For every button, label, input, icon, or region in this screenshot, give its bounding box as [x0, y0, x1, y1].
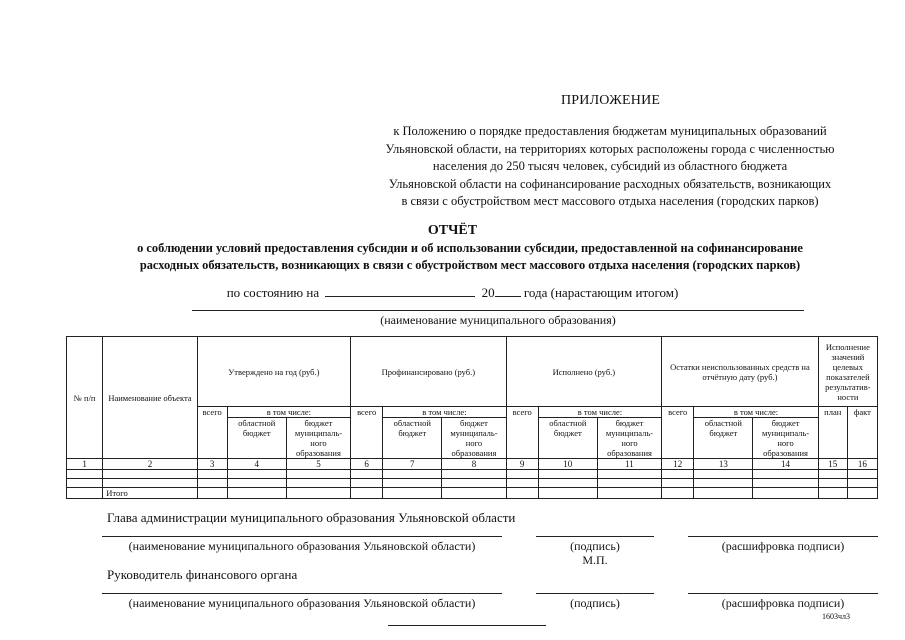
table-cell[interactable] — [351, 479, 383, 488]
table-row[interactable] — [67, 470, 878, 479]
table-cell[interactable] — [597, 470, 661, 479]
column-number-row — [67, 459, 878, 470]
table-cell[interactable] — [506, 470, 538, 479]
subheader-total: всего — [662, 407, 694, 459]
subheader-regional-budget: областной бюджет — [383, 418, 442, 459]
column-number: 13 — [694, 459, 753, 470]
table-cell[interactable] — [67, 470, 103, 479]
col-results-header: Исполнение значений целевых показателей результатив-ности — [818, 337, 877, 407]
col-number-header: № п/п — [67, 337, 103, 459]
table-cell[interactable] — [383, 488, 442, 499]
subheader-fact: факт — [847, 407, 877, 459]
table-cell[interactable] — [351, 470, 383, 479]
table-cell[interactable] — [753, 470, 818, 479]
table-cell[interactable] — [227, 479, 286, 488]
table-cell[interactable] — [227, 488, 286, 499]
head-of-administration-title: Глава администрации муниципального образования Ульяновской области — [107, 510, 516, 525]
table-cell[interactable] — [197, 479, 227, 488]
table-cell[interactable] — [286, 479, 350, 488]
total-row — [67, 488, 878, 499]
table-header-row — [67, 337, 878, 407]
as-of-line — [0, 285, 905, 301]
subheader-including: в том числе: — [538, 407, 661, 418]
column-number: 7 — [383, 459, 442, 470]
table-cell[interactable] — [67, 479, 103, 488]
annex-line: населения до 250 тысяч человек, субсидий из областного бюджета — [432, 159, 788, 174]
table-cell[interactable] — [662, 470, 694, 479]
subheader-total: всего — [197, 407, 227, 459]
subheader-including: в том числе: — [694, 407, 818, 418]
subheader-municipal-budget: бюджет муниципаль-ного образования — [286, 418, 350, 459]
table-cell[interactable] — [597, 488, 661, 499]
subheader-including: в том числе: — [227, 407, 350, 418]
column-number: 12 — [662, 459, 694, 470]
column-number: 9 — [506, 459, 538, 470]
as-of-suffix: года (нарастающим итогом) — [523, 285, 679, 300]
table-cell[interactable] — [383, 479, 442, 488]
table-cell[interactable] — [286, 470, 350, 479]
municipality-name-line[interactable] — [192, 310, 804, 311]
annex-line: Ульяновской области на софинансирование расходных обязательств, возникающих — [388, 176, 832, 191]
annex-line: в связи с обустройством мест массового отдыха населения (городских парков) — [401, 194, 819, 209]
table-cell[interactable] — [538, 470, 597, 479]
date-blank[interactable] — [325, 285, 475, 297]
table-cell[interactable] — [442, 488, 506, 499]
report-subtitle-line: о соблюдении условий предоставления субсидии и об использовании субсидии, предоставленной на софинансирование — [137, 241, 803, 255]
year-blank[interactable] — [495, 285, 521, 297]
table-cell[interactable] — [847, 470, 877, 479]
subheader-municipal-budget: бюджет муниципаль-ного образования — [753, 418, 818, 459]
finance-decode-line[interactable] — [688, 593, 878, 594]
total-label: Итого — [103, 488, 197, 499]
finance-signature-line[interactable] — [536, 593, 654, 594]
subheader-total: всего — [351, 407, 383, 459]
table-cell[interactable] — [538, 479, 597, 488]
table-cell[interactable] — [197, 470, 227, 479]
document-code: 1603чл3 — [822, 612, 851, 621]
table-cell[interactable] — [662, 479, 694, 488]
table-cell[interactable] — [694, 488, 753, 499]
table-cell[interactable] — [286, 488, 350, 499]
head-signature-caption: (подпись) — [570, 539, 620, 553]
table-cell[interactable] — [597, 479, 661, 488]
col-executed-header: Исполнено (руб.) — [506, 337, 662, 407]
footer-divider — [388, 625, 546, 626]
subheader-regional-budget: областной бюджет — [694, 418, 753, 459]
finance-signature-caption: (подпись) — [570, 596, 620, 610]
column-number: 15 — [818, 459, 847, 470]
subheader-including: в том числе: — [383, 407, 506, 418]
report-subtitle-line: расходных обязательств, возникающих в связи с обустройством мест массового отдыха населения (городских парков) — [139, 258, 801, 272]
column-number: 2 — [103, 459, 197, 470]
table-row[interactable] — [67, 479, 878, 488]
column-number: 6 — [351, 459, 383, 470]
finance-municipality-name-caption: (наименование муниципального образования Ульяновской области) — [128, 596, 476, 610]
municipality-name-caption: (наименование муниципального образования) — [380, 313, 616, 327]
table-cell[interactable] — [694, 479, 753, 488]
column-number: 14 — [753, 459, 818, 470]
table-cell[interactable] — [351, 488, 383, 499]
table-cell[interactable] — [103, 470, 197, 479]
as-of-prefix: по состоянию на — [226, 285, 320, 300]
col-object-name-header: Наименование объекта — [103, 337, 197, 459]
subheader-plan: план — [818, 407, 847, 459]
finance-decode-caption: (расшифровка подписи) — [721, 596, 845, 610]
table-cell[interactable] — [753, 479, 818, 488]
table-cell[interactable] — [103, 479, 197, 488]
table-cell[interactable] — [442, 470, 506, 479]
table-cell[interactable] — [67, 488, 103, 499]
column-number: 11 — [597, 459, 661, 470]
column-number: 4 — [227, 459, 286, 470]
subheader-total: всего — [506, 407, 538, 459]
col-approved-header: Утверждено на год (руб.) — [197, 337, 350, 407]
table-cell[interactable] — [818, 479, 847, 488]
head-municipality-name-caption: (наименование муниципального образования Ульяновской области) — [128, 539, 476, 553]
head-decode-caption: (расшифровка подписи) — [721, 539, 845, 553]
table-cell[interactable] — [753, 488, 818, 499]
subheader-municipal-budget: бюджет муниципаль-ного образования — [442, 418, 506, 459]
table-cell[interactable] — [442, 479, 506, 488]
table-cell[interactable] — [538, 488, 597, 499]
table-cell[interactable] — [818, 470, 847, 479]
column-number: 5 — [286, 459, 350, 470]
subheader-regional-budget: областной бюджет — [227, 418, 286, 459]
report-subtitle — [60, 240, 880, 274]
finance-head-title: Руководитель финансового органа — [107, 567, 298, 582]
table-cell[interactable] — [818, 488, 847, 499]
head-signature-line[interactable] — [536, 536, 654, 537]
subheader-regional-budget: областной бюджет — [538, 418, 597, 459]
table-cell[interactable] — [847, 479, 877, 488]
head-municipality-name-line[interactable] — [102, 536, 502, 537]
table-cell[interactable] — [227, 470, 286, 479]
report-table — [66, 336, 878, 499]
table-cell[interactable] — [694, 470, 753, 479]
column-number: 8 — [442, 459, 506, 470]
table-cell[interactable] — [847, 488, 877, 499]
column-number: 16 — [847, 459, 877, 470]
table-cell[interactable] — [383, 470, 442, 479]
stamp-place-label: М.П. — [582, 553, 608, 567]
table-cell[interactable] — [506, 479, 538, 488]
column-number: 10 — [538, 459, 597, 470]
col-financed-header: Профинансировано (руб.) — [351, 337, 507, 407]
head-decode-line[interactable] — [688, 536, 878, 537]
annex-line: Ульяновской области, на территориях которых расположены города с численностью — [385, 141, 835, 156]
report-title: ОТЧЁТ — [427, 223, 478, 238]
annex-text — [340, 123, 880, 211]
finance-municipality-name-line[interactable] — [102, 593, 502, 594]
column-number: 3 — [197, 459, 227, 470]
col-remainder-header: Остатки неиспользованных средств на отчётную дату (руб.) — [662, 337, 819, 407]
subheader-municipal-budget: бюджет муниципаль-ного образования — [597, 418, 661, 459]
table-cell[interactable] — [506, 488, 538, 499]
table-cell[interactable] — [197, 488, 227, 499]
annex-line: к Положению о порядке предоставления бюджетам муниципальных образований — [393, 124, 827, 138]
annex-title: ПРИЛОЖЕНИЕ — [561, 93, 661, 108]
as-of-year: 20 — [481, 285, 495, 300]
column-number: 1 — [67, 459, 103, 470]
table-cell[interactable] — [662, 488, 694, 499]
